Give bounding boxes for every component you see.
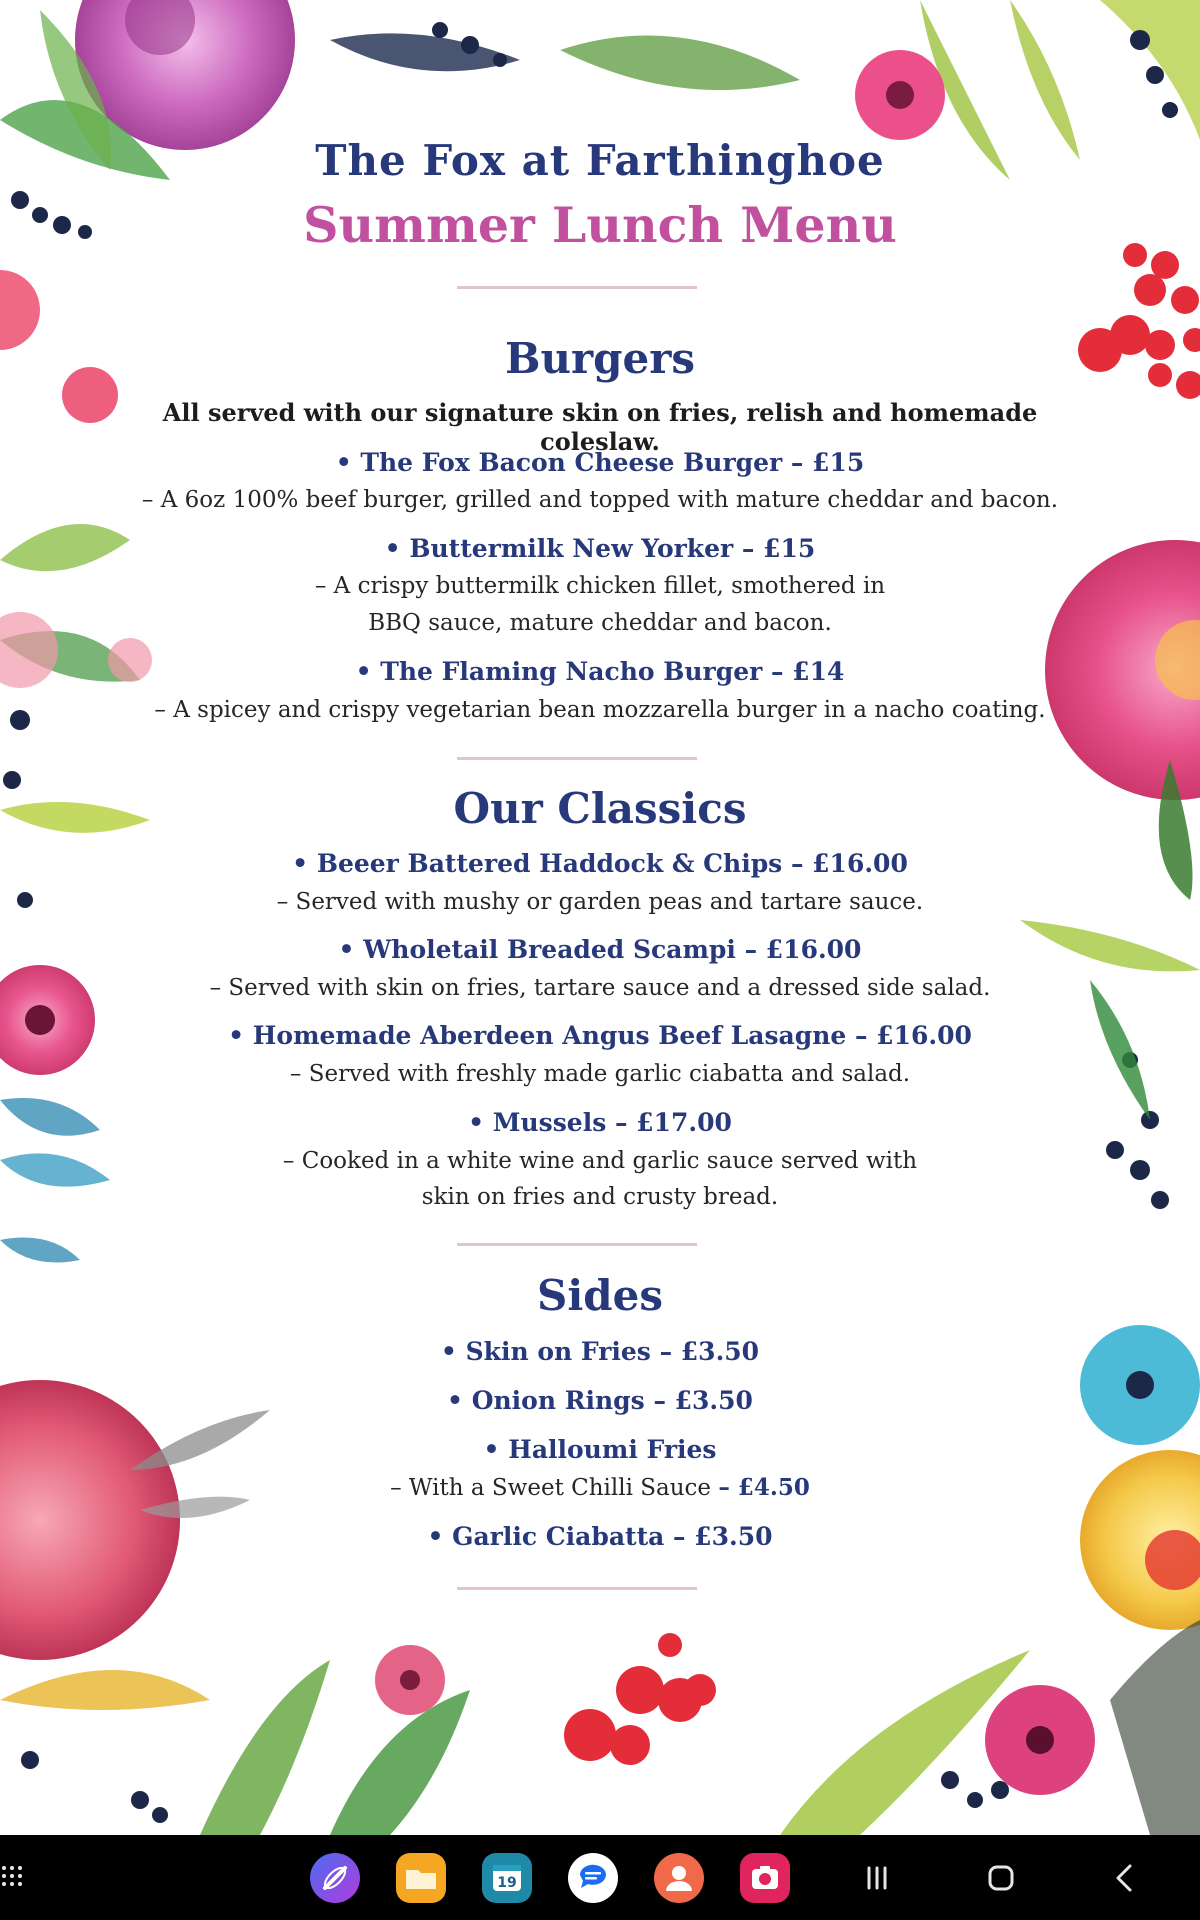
menu-title: Summer Lunch Menu [303,196,897,254]
flower-left-rose [0,1380,180,1660]
divider [457,1587,697,1590]
recents-icon[interactable] [854,1855,900,1901]
menu-item-name: • Mussels – £17.00 [468,1108,732,1137]
browser-icon[interactable] [310,1853,360,1903]
apps-grid-icon[interactable] [0,1863,30,1893]
menu-item-desc: skin on fries and crusty bread. [421,1184,779,1210]
halloumi-price: – £4.50 [718,1474,810,1501]
menu-item-desc [110,1470,1090,1506]
flower-left-splash [0,270,40,350]
camera-icon[interactable] [740,1853,790,1903]
menu-item-desc: BBQ sauce, mature cheddar and bacon. [368,610,832,636]
section-heading-sides: Sides [536,1271,664,1320]
divider [457,1243,697,1246]
menu-item-desc: – A 6oz 100% beef burger, grilled and topped with mature cheddar and bacon. [141,487,1059,513]
home-icon[interactable] [978,1855,1024,1901]
menu-item-name: • Homemade Aberdeen Angus Beef Lasagne – £16.00 [228,1021,972,1050]
menu-item-desc: – Cooked in a white wine and garlic sauce served with [282,1148,918,1174]
folder-icon[interactable] [396,1853,446,1903]
burgers-intro: All served with our signature skin on fries, relish and homemade coleslaw. [162,398,1038,456]
calendar-icon[interactable] [482,1853,532,1903]
menu-item-name: • Wholetail Breaded Scampi – £16.00 [338,935,862,964]
back-icon[interactable] [1102,1855,1148,1901]
chat-icon[interactable] [568,1853,618,1903]
menu-item-name: • Beeer Battered Haddock & Chips – £16.00 [292,849,908,878]
menu-item-name: • Onion Rings – £3.50 [447,1386,753,1415]
menu-item-name: • Buttermilk New Yorker – £15 [384,534,816,563]
menu-item-desc: – Served with mushy or garden peas and tartare sauce. [276,889,924,915]
venue-name: The Fox at Farthinghoe [315,136,885,185]
calendar-day: 19 [497,1875,517,1891]
taskbar [0,1835,1200,1920]
menu-item-desc: – Served with skin on fries, tartare sauce and a dressed side salad. [209,975,991,1001]
halloumi-desc-text: – With a Sweet Chilli Sauce [390,1475,719,1501]
menu-item-desc: – Served with freshly made garlic ciabatta and salad. [289,1061,911,1087]
menu-item-name: • The Flaming Nacho Burger – £14 [355,657,845,686]
divider [457,757,697,760]
menu-item-name: • Garlic Ciabatta – £3.50 [427,1522,773,1551]
menu-item-desc: – A spicey and crispy vegetarian bean mozzarella burger in a nacho coating. [154,697,1046,723]
menu-item-name: • Skin on Fries – £3.50 [440,1337,760,1366]
divider [457,286,697,289]
section-heading-burgers: Burgers [504,334,696,383]
menu-item-desc: – A crispy buttermilk chicken fillet, smothered in [314,573,886,599]
menu-item-name: • The Fox Bacon Cheese Burger – £15 [335,448,865,477]
section-heading-classics: Our Classics [453,784,747,833]
contacts-icon[interactable] [654,1853,704,1903]
menu-item-name: • Halloumi Fries [483,1435,717,1464]
